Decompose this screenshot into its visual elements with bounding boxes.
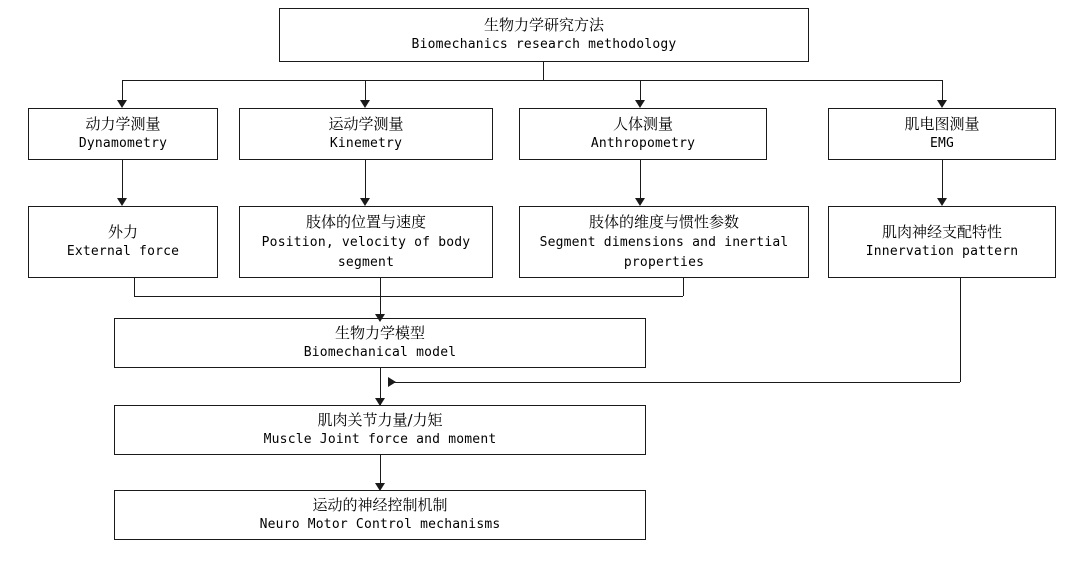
node-kinemetry-cn: 运动学测量: [328, 114, 404, 133]
node-anthropometry-cn: 人体测量: [612, 114, 673, 133]
arrowhead-emg: [937, 100, 947, 108]
node-emg: [828, 108, 1056, 160]
arrowhead-dynamometry: [117, 100, 127, 108]
node-neuro-motor-control: [114, 490, 646, 540]
node-dynamometry: [28, 108, 218, 160]
arrowhead-posvel: [360, 198, 370, 206]
connector-bus-to-dynamometry: [122, 80, 123, 100]
arrowhead-kinemetry: [360, 100, 370, 108]
arrowhead-anthropometry: [635, 100, 645, 108]
connector-emg-to-innerv: [942, 160, 943, 200]
arrowhead-jointforce: [375, 398, 385, 406]
node-anthropometry: [519, 108, 767, 160]
node-neuro-motor-control-cn: 运动的神经控制机制: [312, 495, 448, 514]
arrowhead-model: [375, 314, 385, 322]
connector-kinemetry-to-posvel: [365, 160, 366, 200]
connector-segdim-down: [683, 278, 684, 296]
node-anthropometry-en: Anthropometry: [590, 136, 696, 152]
connector-innerv-down: [960, 278, 961, 382]
node-innervation-pattern-cn: 肌肉神经支配特性: [881, 222, 1002, 241]
node-root-title-en: Biomechanics research methodology: [411, 37, 677, 53]
arrowhead-extforce: [117, 198, 127, 206]
node-kinemetry: [239, 108, 493, 160]
node-segment-dimensions-en: Segment dimensions and inertial properties: [539, 235, 789, 270]
connector-extforce-down: [134, 278, 135, 296]
node-position-velocity-cn: 肢体的位置与速度: [305, 212, 426, 231]
node-root: [279, 8, 809, 62]
node-emg-en: EMG: [929, 136, 955, 152]
node-joint-force-en: Muscle Joint force and moment: [263, 432, 497, 448]
node-dynamometry-en: Dynamometry: [78, 136, 168, 152]
connector-bus-to-anthropometry: [640, 80, 641, 100]
node-external-force-cn: 外力: [107, 222, 138, 241]
arrowhead-innerv: [937, 198, 947, 206]
node-external-force-en: External force: [66, 244, 180, 260]
node-biomechanical-model-cn: 生物力学模型: [334, 323, 425, 342]
connector-dynamometry-to-extforce: [122, 160, 123, 200]
node-joint-force-cn: 肌肉关节力量/力矩: [317, 410, 443, 429]
node-kinemetry-en: Kinemetry: [329, 136, 403, 152]
connector-bus-to-emg: [942, 80, 943, 100]
arrowhead-neuro: [375, 483, 385, 491]
node-root-title-cn: 生物力学研究方法: [483, 15, 604, 34]
connector-merge-to-model: [380, 278, 381, 318]
connector-innerv-left: [392, 382, 960, 383]
connector-bus-to-kinemetry: [365, 80, 366, 100]
node-position-velocity: [239, 206, 493, 278]
arrowhead-innerv-merge: [388, 377, 396, 387]
node-segment-dimensions: [519, 206, 809, 278]
connector-anthropometry-to-segdim: [640, 160, 641, 200]
node-position-velocity-en: Position, velocity of body segment: [261, 235, 471, 270]
connector-root-stem: [543, 62, 544, 80]
node-biomechanical-model-en: Biomechanical model: [303, 345, 457, 361]
arrowhead-segdim: [635, 198, 645, 206]
node-emg-cn: 肌电图测量: [904, 114, 980, 133]
node-biomechanical-model: [114, 318, 646, 368]
node-neuro-motor-control-en: Neuro Motor Control mechanisms: [259, 517, 501, 533]
node-joint-force: [114, 405, 646, 455]
node-innervation-pattern: [828, 206, 1056, 278]
connector-root-bus: [122, 80, 942, 81]
node-external-force: [28, 206, 218, 278]
connector-merge-bus: [134, 296, 683, 297]
node-innervation-pattern-en: Innervation pattern: [865, 244, 1019, 260]
node-segment-dimensions-cn: 肢体的维度与惯性参数: [588, 212, 739, 231]
node-dynamometry-cn: 动力学测量: [85, 114, 161, 133]
